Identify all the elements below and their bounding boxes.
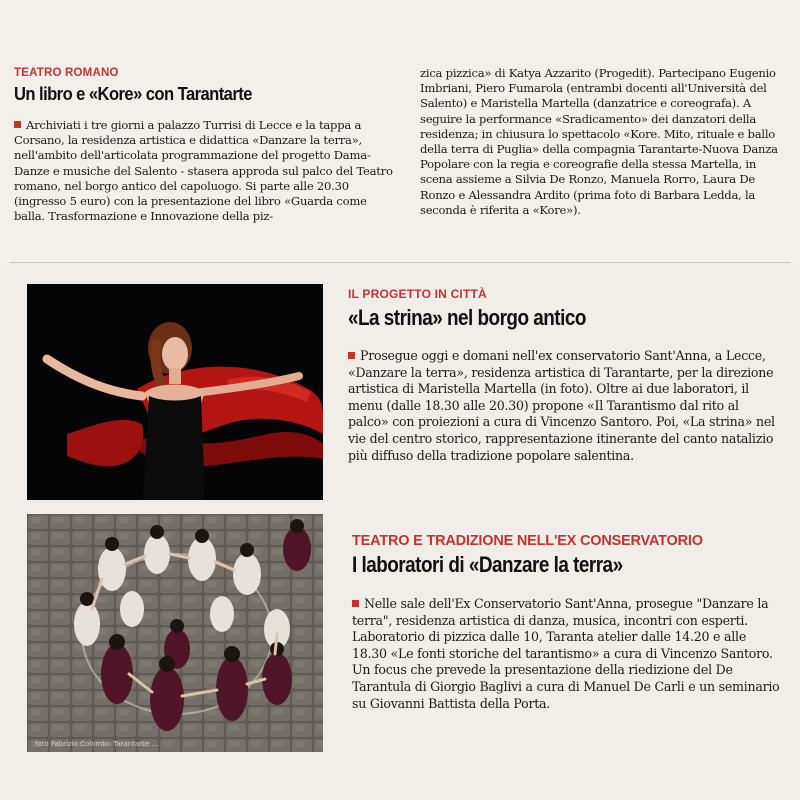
article-bottom-body [352,596,782,712]
article-mid-body-text: Prosegue oggi e domani nell'ex conservatorio Sant'Anna, a Lecce, «Danzare la terra», residenza artistica di Tarantarte, per la direzione artistica di Maristella Martella (in foto). Oltre ai due laboratori, il menu (dalle 18.30 alle 20.30) propone «Il Tarantismo dal rito al palco» con proiezioni a cura di Vincenzo Santoro. Poi, «La strina» nel vie del centro storico, rappresentazione itinerante del canto natalizio più diffuso della tradizione popolare salentina. [348,348,775,463]
circle-dance-illustration [27,514,323,752]
bullet-square-icon [352,600,359,607]
dancer-photo [27,284,323,500]
article-mid-headline: «La strina» nel borgo antico [348,305,586,330]
bullet-square-icon [348,352,355,359]
article-bottom-body-text: Nelle sale dell'Ex Conservatorio Sant'Anna, prosegue "Danzare la terra", residenza artistica di danza, musica, incontri con esperti. Laboratorio di pizzica dalle 10, Taranta atelier dalle 14.20 e alle 18.30 «Le fonti storiche del tarantismo» a cura di Vincenzo Santoro. Un focus che prevede la presentazione della riedizione del De Tarantula di Giorgio Baglivi a cura di Manuel De Carli e un seminario su Giovanni Battista della Porta. [352,596,780,711]
article-top-kicker: TEATRO ROMANO [14,67,119,79]
bullet-square-icon [14,121,21,128]
article-top-body-left [14,118,394,224]
section-divider [10,262,790,263]
article-top-body-right: zica pizzica» di Katya Azzarito (Progedit). Partecipano Eugenio Imbriani, Piero Fumarola (entrambi docenti all'Università del Salento) e Maristella Martella (danzatrice e coreografa). A seguire la performance «Sradicamento» dei danzatori della residenza; in chiusura lo spettacolo «Kore. Mito, rituale e ballo della terra di Puglia» della compagnia Tarantarte-Nuova Danza Popolare con la regia e coreografie della stessa Martella, in scena assieme a Silvia De Ronzo, Manuela Rorro, Laura De Ronzo e Alessandra Ardito (prima foto di Barbara Ledda, la seconda è riferita a «Kore»). [420,66,778,217]
dancer-illustration [27,284,323,500]
article-top-headline: Un libro e «Kore» con Tarantarte [14,84,252,104]
article-bottom-headline: I laboratori di «Danzare la terra» [352,552,623,577]
article-mid-kicker: IL PROGETTO IN CITTÀ [348,287,487,301]
circle-dance-photo [27,514,323,752]
article-top-body-left-text: Archiviati i tre giorni a palazzo Turrisi di Lecce e la tappa a Corsano, la residenza artistica e didattica «Danzare la terra», nell'ambito dell'articolata programmazione del progetto Dama-Danze e musiche del Salento - stasera approda sul palco del Teatro romano, nel borgo antico del capoluogo. Si parte alle 20.30 (ingresso 5 euro) con la presentazione del libro «Guarda come balla. Trasformazione e Innovazione della piz- [14,118,393,224]
photo-credit: foto Fabrizio Colombo Tarantarte ... [35,740,159,748]
article-bottom-kicker: TEATRO E TRADIZIONE NELL'EX CONSERVATORIO [352,533,703,549]
article-mid-body [348,348,780,464]
article-top [0,0,800,262]
